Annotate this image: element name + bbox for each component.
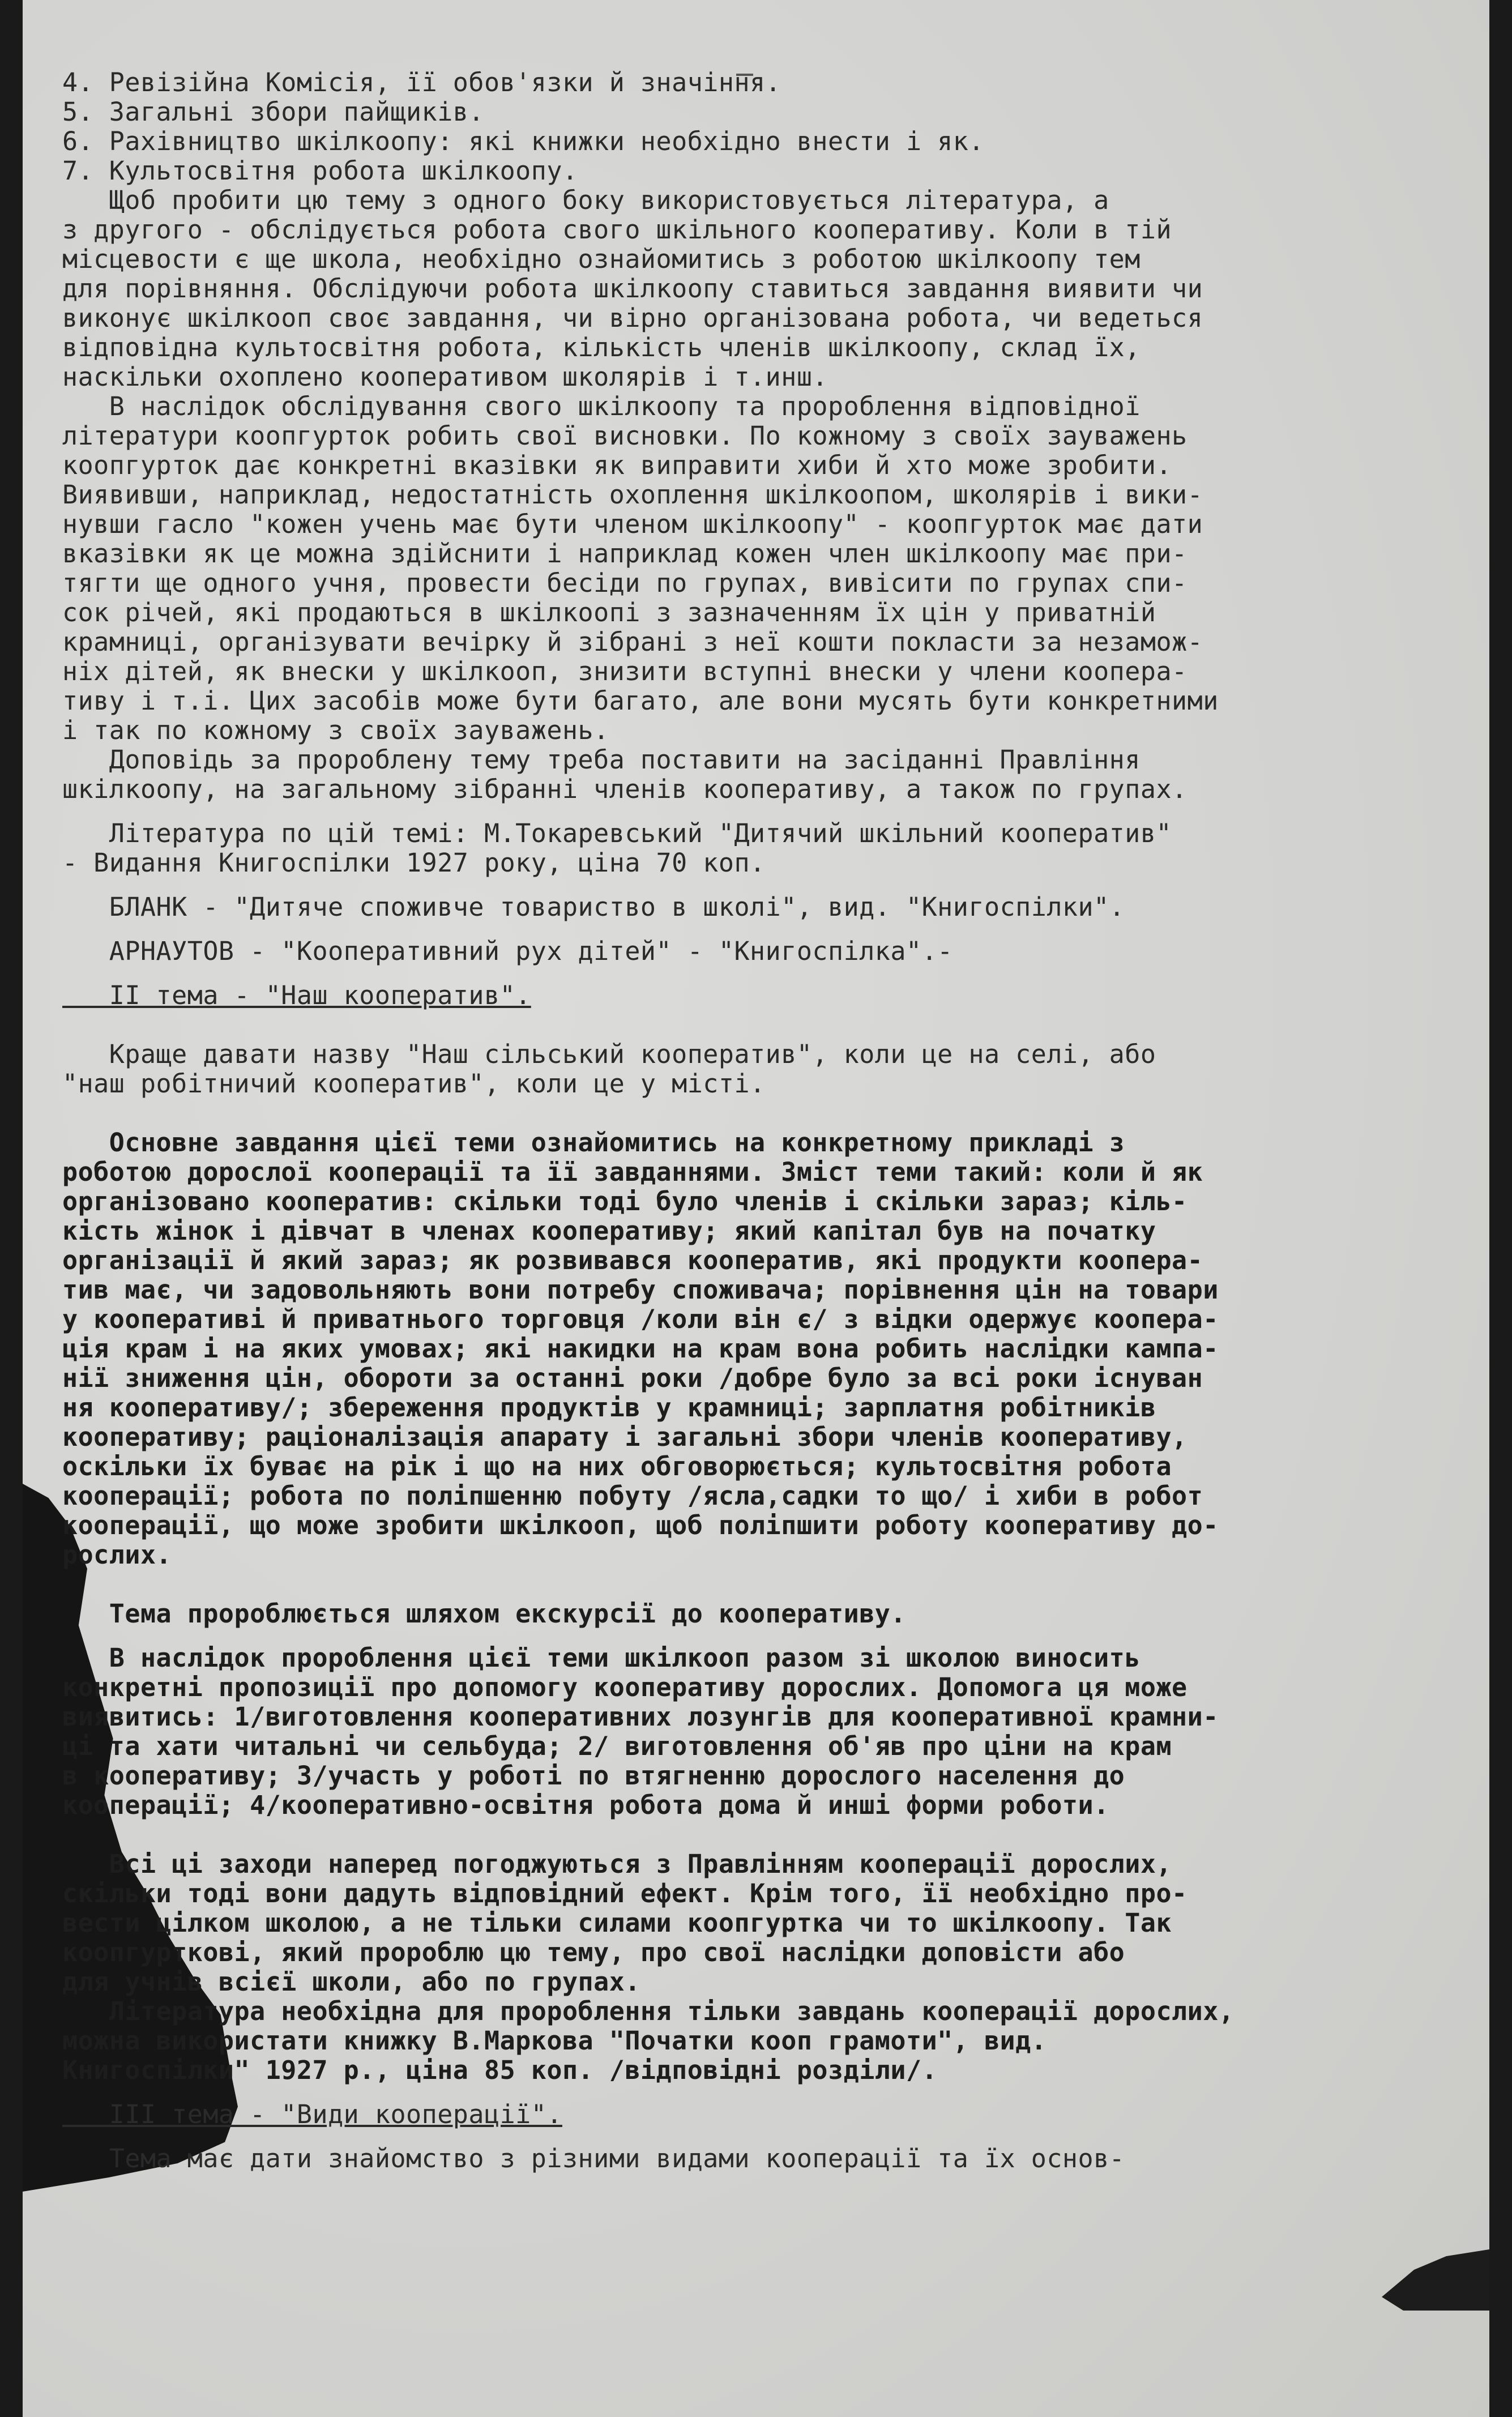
text-line: кість жінок і дівчат в членах кооперативу; який капітал був на початку <box>62 1216 1156 1246</box>
paragraph-9 <box>62 1997 1478 2085</box>
text-line: кооперативу; раціоналізація апарату і загальні збори членів кооперативу, <box>62 1422 1188 1452</box>
typewritten-text <box>62 68 1478 2173</box>
text-line: виконує шкілкооп своє завдання, чи вірно організована робота, чи ведеться <box>62 303 1203 333</box>
text-line: у кооперативі й приватнього торговця /коли він є/ з відки одержує коопера- <box>62 1304 1219 1334</box>
text-line: Література по цій темі: М.Токаревський "Дитячий шкільний кооператив" <box>62 818 1172 848</box>
text-line: роботою дорослої кооперації та її завданнями. Зміст теми такий: коли й як <box>62 1157 1203 1187</box>
text-line: Книгоспілки" 1927 р., ціна 85 коп. /відповідні розділи/. <box>62 2055 938 2085</box>
text-line: вказівки як це можна здійснити і наприклад кожен член шкілкоопу має при- <box>62 539 1188 569</box>
text-line: для порівняння. Обслідуючи робота шкілкоопу ставиться завдання виявити чи <box>62 274 1203 304</box>
text-line: кооперації; 4/кооперативно-освітня робота дома й инші форми роботи. <box>62 1790 1109 1820</box>
text-line: нувши гасло "кожен учень має бути членом шкілкоопу" - коопгурток має дати <box>62 509 1203 539</box>
text-line: Основне завдання цієї теми ознайомитись на конкретному прикладі з <box>62 1128 1125 1158</box>
text-line: організовано кооператив: скільки тоді було членів і скільки зараз; кіль- <box>62 1186 1188 1216</box>
literature-2: БЛАНК - "Дитяче споживче товариство в школі", вид. "Книгоспілки". <box>62 892 1125 922</box>
text-line: кооперації; робота по поліпшенню побуту /ясла,садки то що/ і хиби в робот <box>62 1481 1203 1511</box>
paragraph-2 <box>62 392 1478 745</box>
text-line: 4. Ревізійна Комісія, її обов'язки й значіння. <box>62 67 781 97</box>
literature-1 <box>62 819 1478 878</box>
text-line: для учнів всієї школи, або по групах. <box>62 1967 640 1997</box>
text-line: Всі ці заходи наперед погоджуються з Правлінням кооперації дорослих, <box>62 1849 1172 1879</box>
paragraph-7 <box>62 1643 1478 1820</box>
text-line: місцевости є ще школа, необхідно ознайомитись з роботою шкілкоопу тем <box>62 244 1141 274</box>
text-line: можна використати книжку В.Маркова "Початки кооп грамоти", вид. <box>62 2026 1047 2056</box>
text-line: - Видання Книгоспілки 1927 року, ціна 70 коп. <box>62 848 766 878</box>
text-line: нії зниження цін, обороти за останні роки /добре було за всі роки існуван <box>62 1363 1203 1393</box>
text-line: вести цілком школою, а не тільки силами коопгуртка чи то шкілкоопу. Так <box>62 1908 1172 1938</box>
text-line: 5. Загальні збори пайщиків. <box>62 97 484 127</box>
paragraph-8 <box>62 1850 1478 1997</box>
text-line: тягти ще одного учня, провести бесіди по групах, вивісити по групах спи- <box>62 568 1188 598</box>
text-line: ція крам і на яких умовах; які накидки на крам вона робить наслідки кампа- <box>62 1334 1219 1364</box>
text-line: і так по кожному з своїх зауважень. <box>62 715 609 745</box>
text-line: сок річей, які продаються в шкілкоопі з зазначенням їх цін у приватній <box>62 597 1156 627</box>
text-line: крамниці, організувати вечірку й зібрані з неї кошти покласти за незамож- <box>62 627 1203 657</box>
text-line: Щоб пробити цю тему з одного боку використовується література, а <box>62 185 1109 215</box>
text-line: Виявивши, наприклад, недостатність охоплення шкілкоопом, школярів і вики- <box>62 480 1203 510</box>
text-line: коопгурткові, який пророблю цю тему, про свої наслідки доповісти або <box>62 1937 1125 1967</box>
paragraph-4 <box>62 1040 1478 1099</box>
text-line: тив має, чи задовольняють вони потребу споживача; порівнення цін на товари <box>62 1275 1219 1305</box>
text-line: Література необхідна для пророблення тільки завдань кооперації дорослих, <box>62 1996 1235 2026</box>
paragraph-10: Тема має дати знайомство з різними видами кооперації та їх основ- <box>62 2143 1125 2173</box>
text-line: конкретні пропозиції про допомогу кооперативу дорослих. Допомога ця може <box>62 1672 1188 1702</box>
text-line: ніх дітей, як внески у шкілкооп, знизити вступні внески у члени коопера- <box>62 656 1188 686</box>
text-line: з другого - обслідується робота свого шкільного кооперативу. Коли в тій <box>62 215 1172 245</box>
paragraph-5 <box>62 1128 1478 1570</box>
literature-3: АРНАУТОВ - "Кооперативний рух дітей" - "Книгоспілка".- <box>62 936 953 966</box>
text-line: відповідна культосвітня робота, кількість членів шкілкоопу, склад їх, <box>62 332 1141 362</box>
text-line: ня кооперативу/; збереження продуктів у крамниці; зарплатня робітників <box>62 1393 1156 1423</box>
text-line: 7. Культосвітня робота шкілкоопу. <box>62 156 578 186</box>
text-line: шкілкоопу, на загальному зібранні членів кооперативу, а також по групах. <box>62 774 1188 804</box>
theme-3-heading: III тема - "Види кооперації". <box>62 2099 562 2129</box>
text-line: оскільки їх буває на рік і що на них обговорюється; культосвітня робота <box>62 1451 1172 1481</box>
topic-list <box>62 68 1478 186</box>
text-line: кооперації, що може зробити шкілкооп, щоб поліпшити роботу кооперативу до- <box>62 1510 1219 1540</box>
text-line: коопгурток дає конкретні вказівки як виправити хиби й хто може зробити. <box>62 450 1172 480</box>
theme-2-heading: II тема - "Наш кооператив". <box>62 980 531 1010</box>
text-line: Краще давати назву "Наш сільський кооператив", коли це на селі, або <box>62 1039 1156 1069</box>
text-line: "наш робітничий кооператив", коли це у місті. <box>62 1069 766 1099</box>
text-line: 6. Рахівництво шкілкоопу: які книжки необхідно внести і як. <box>62 126 984 156</box>
text-line: В наслідок пророблення цієї теми шкілкооп разом зі школою виносить <box>62 1643 1141 1673</box>
paragraph-1 <box>62 186 1478 392</box>
text-line: рослих. <box>62 1540 172 1570</box>
text-line: організації й який зараз; як розвивався кооператив, які продукти коопера- <box>62 1245 1203 1275</box>
text-line: В наслідок обслідування свого шкілкоопу та пророблення відповідної <box>62 391 1141 421</box>
text-line: літератури коопгурток робить свої висновки. По кожному з своїх зауважень <box>62 421 1188 451</box>
paragraph-3 <box>62 745 1478 804</box>
paragraph-6: Тема пророблюється шляхом екскурсії до кооперативу. <box>62 1599 906 1629</box>
text-line: тиву і т.і. Цих засобів може бути багато, але вони мусять бути конкретними <box>62 686 1219 716</box>
text-line: Доповідь за пророблену тему треба поставити на засіданні Правління <box>62 745 1141 775</box>
text-line: ці та хати читальні чи сельбуда; 2/ виготовлення об'яв про ціни на крам <box>62 1731 1172 1761</box>
text-line: виявитись: 1/виготовлення кооперативних лозунгів для кооперативної крамни- <box>62 1702 1219 1732</box>
text-line: наскільки охоплено кооперативом школярів і т.инш. <box>62 362 828 392</box>
text-line: скільки тоді вони дадуть відповідний ефект. Крім того, її необхідно про- <box>62 1878 1188 1908</box>
text-line: в кооперативу; 3/участь у роботі по втягненню дорослого населення до <box>62 1761 1125 1791</box>
